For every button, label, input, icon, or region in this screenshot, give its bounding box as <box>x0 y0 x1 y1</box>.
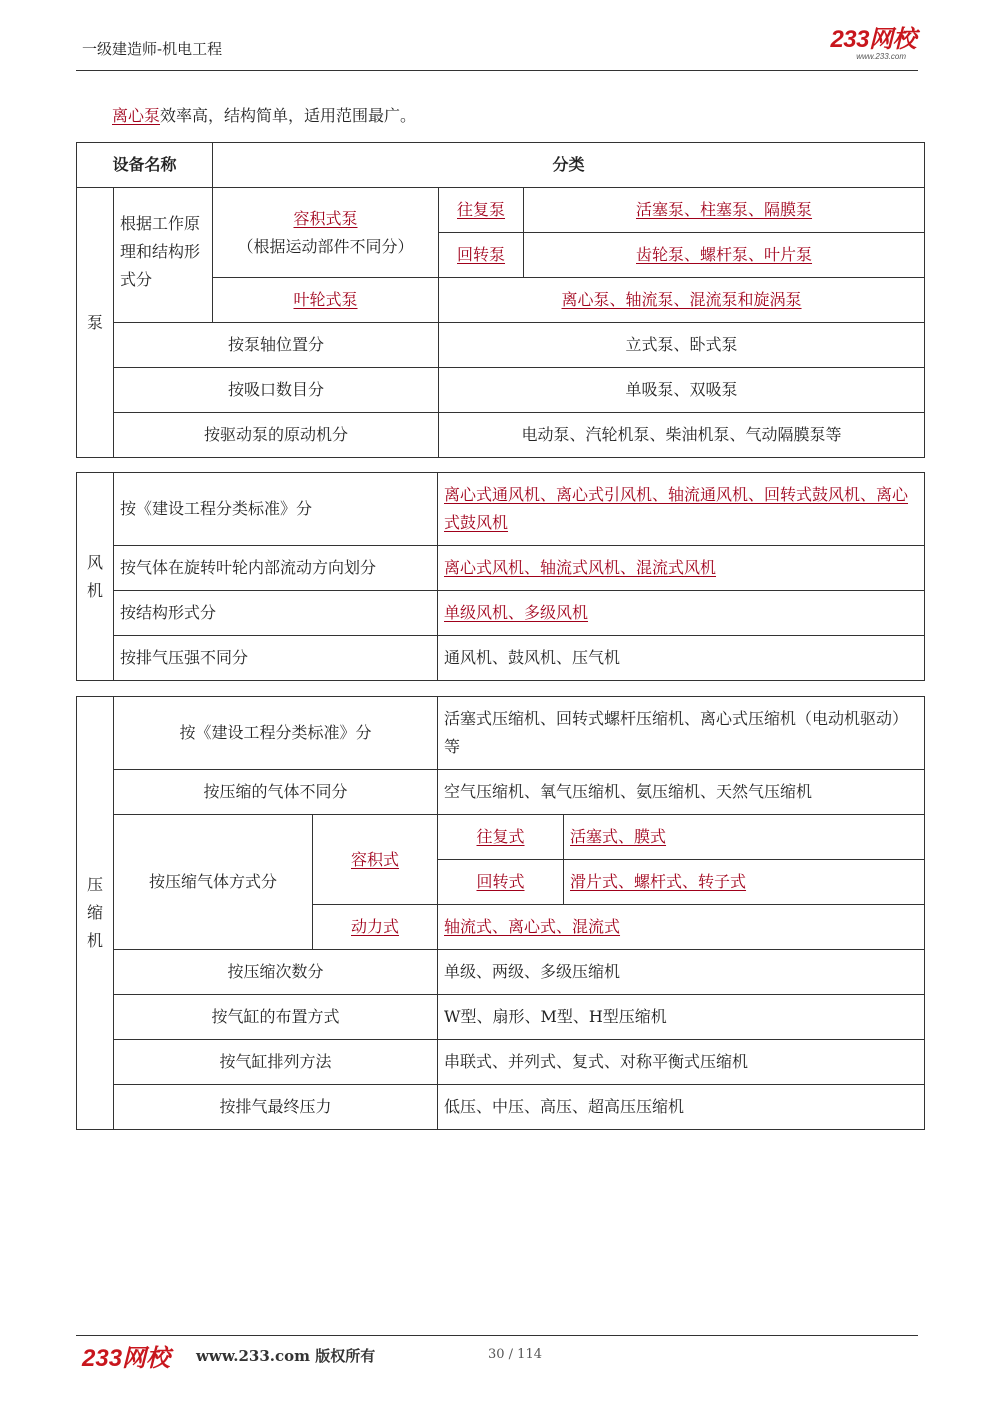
table-row-label: 按《建设工程分类标准》分 <box>114 697 438 770</box>
table-row-value: W型、扇形、M型、H型压缩机 <box>438 995 925 1040</box>
pump-category: 泵 <box>77 188 114 458</box>
intro-highlight: 离心泵 <box>112 106 161 125</box>
reciprocating-pump-items: 活塞泵、柱塞泵、隔膜泵 <box>636 200 813 219</box>
rotary-compressor: 回转式 <box>476 872 525 891</box>
intro-text: 效率高，结构简单，适用范围最广。 <box>160 106 417 125</box>
header-device-name: 设备名称 <box>77 143 213 188</box>
table-row-label: 按泵轴位置分 <box>114 323 439 368</box>
table-row-label: 按排气最终压力 <box>114 1085 438 1130</box>
positive-displacement-pump-cell <box>213 188 439 278</box>
rotary-pump-items: 齿轮泵、螺杆泵、叶片泵 <box>636 245 813 264</box>
fan-category <box>77 473 114 681</box>
table-row-label: 按气体在旋转叶轮内部流动方向划分 <box>114 546 438 591</box>
pump-table <box>76 142 925 458</box>
reciprocating-compressor-items: 活塞式、膜式 <box>570 827 667 846</box>
table-row-label: 按排气压强不同分 <box>114 636 438 681</box>
compressor-category <box>77 697 114 1130</box>
table-row-value: 电动泵、汽轮机泵、柴油机泵、气动隔膜泵等 <box>439 413 925 458</box>
fan-table <box>76 472 925 681</box>
table-row-value: 单级、两级、多级压缩机 <box>438 950 925 995</box>
pump-principle-label: 根据工作原理和结构形式分 <box>114 188 213 323</box>
table-row-value: 低压、中压、高压、超高压压缩机 <box>438 1085 925 1130</box>
dynamic-compressor-items: 轴流式、离心式、混流式 <box>444 917 621 936</box>
document-header-title: 一级建造师-机电工程 <box>82 40 223 58</box>
table-row-label: 按压缩的气体不同分 <box>114 770 438 815</box>
positive-displacement-compressor: 容积式 <box>351 849 400 869</box>
table-row-value: 离心式通风机、离心式引风机、轴流通风机、回转式鼓风机、离心式鼓风机 <box>444 485 909 532</box>
header-divider <box>76 70 918 71</box>
positive-displacement-note: （根据运动部件不同分） <box>237 236 414 256</box>
table-row-label: 按压缩次数分 <box>114 950 438 995</box>
table-row-value: 离心式风机、轴流式风机、混流式风机 <box>444 558 717 577</box>
table-row-value: 立式泵、卧式泵 <box>439 323 925 368</box>
rotary-pump: 回转泵 <box>457 245 506 264</box>
compression-method-label: 按压缩气体方式分 <box>114 815 313 950</box>
table-row-label: 按驱动泵的原动机分 <box>114 413 439 458</box>
compressor-table <box>76 696 925 1130</box>
reciprocating-compressor: 往复式 <box>476 827 525 846</box>
table-row-value: 单级风机、多级风机 <box>444 603 589 622</box>
footer-divider <box>76 1335 918 1336</box>
impeller-pump-items: 离心泵、轴流泵、混流泵和旋涡泵 <box>561 290 802 309</box>
page-number: 30 / 114 <box>488 1347 542 1362</box>
table-row-label: 按吸口数目分 <box>114 368 439 413</box>
table-row-label: 按《建设工程分类标准》分 <box>114 473 438 546</box>
footer-logo: 233网校 <box>82 1345 171 1372</box>
rotary-compressor-items: 滑片式、螺杆式、转子式 <box>570 872 747 891</box>
table-row-label: 按气缸的布置方式 <box>114 995 438 1040</box>
logo-text: 233网校 <box>830 26 916 53</box>
fan-category-text: 风机 <box>87 552 104 600</box>
impeller-pump: 叶轮式泵 <box>293 290 358 309</box>
table-row-label: 按气缸排列方法 <box>114 1040 438 1085</box>
logo-url: www.233.com <box>856 52 906 61</box>
header-classification: 分类 <box>213 143 925 188</box>
intro-paragraph <box>112 103 416 126</box>
footer-copyright: www.233.com 版权所有 <box>196 1347 376 1365</box>
table-row-value: 串联式、并列式、复式、对称平衡式压缩机 <box>438 1040 925 1085</box>
table-row-value: 活塞式压缩机、回转式螺杆压缩机、离心式压缩机（电动机驱动）等 <box>438 697 925 770</box>
table-row-value: 空气压缩机、氧气压缩机、氨压缩机、天然气压缩机 <box>438 770 925 815</box>
dynamic-compressor: 动力式 <box>351 917 400 936</box>
compressor-category-text: 压缩机 <box>87 875 104 950</box>
table-row-label: 按结构形式分 <box>114 591 438 636</box>
brand-logo <box>830 28 916 61</box>
table-row-value: 通风机、鼓风机、压气机 <box>438 636 925 681</box>
table-row-value: 单吸泵、双吸泵 <box>439 368 925 413</box>
reciprocating-pump: 往复泵 <box>457 200 506 219</box>
positive-displacement-pump: 容积式泵 <box>293 208 358 228</box>
